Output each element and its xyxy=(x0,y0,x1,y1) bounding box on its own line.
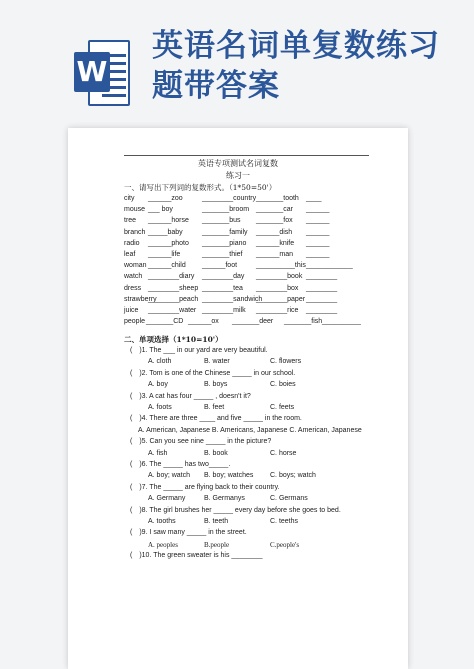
option-b: B. water xyxy=(204,358,230,366)
question-stem: ( )10. The green sweater is his ________ xyxy=(130,552,263,560)
word-cell: ________peach xyxy=(148,295,199,303)
word-row xyxy=(124,306,404,316)
word-cell: ________tea xyxy=(202,284,243,292)
word-cell: ________water xyxy=(148,307,197,314)
word-cell: _______deer xyxy=(232,318,274,326)
word-cell: ______knife xyxy=(256,239,295,247)
word-cell: _______bus xyxy=(202,217,241,225)
word-cell: mouse xyxy=(124,206,146,214)
word-cell: ________milk xyxy=(202,307,246,314)
option-c: C. boies xyxy=(270,381,296,389)
page-title: 英语名词单复数练习题带答案 xyxy=(152,28,440,104)
word-cell: city xyxy=(124,195,135,202)
word-cell: ______zoo xyxy=(148,195,183,202)
question-options xyxy=(148,471,388,481)
option-c: C. teeths xyxy=(270,518,299,525)
word-cell: _______car xyxy=(256,206,293,214)
question-options xyxy=(148,449,388,459)
word-cell: watch xyxy=(124,273,143,281)
word-cell: ______horse xyxy=(148,217,189,225)
word-cell: ________ xyxy=(306,273,338,281)
option-a: A. peoples xyxy=(148,540,178,549)
question-stem: ( )2. Tom is one of the Chinese _____ in our school. xyxy=(130,369,296,377)
word-cell: branch xyxy=(124,228,146,236)
word-row xyxy=(124,194,404,204)
banner xyxy=(0,0,474,120)
word-cell: ________sandwich xyxy=(202,295,263,303)
word-icon-badge: W xyxy=(74,52,110,92)
word-cell: juice xyxy=(124,307,139,314)
question-options xyxy=(148,380,388,390)
word-cell: _______piano xyxy=(202,239,247,247)
word-cell: ________box xyxy=(256,284,299,292)
option-a: A. foots xyxy=(148,404,172,411)
word-cell: ______ xyxy=(306,206,330,214)
word-row xyxy=(124,216,404,226)
header-rule xyxy=(124,155,369,156)
word-cell: _______tooth xyxy=(256,195,299,202)
word-cell: ______ xyxy=(306,228,330,236)
option-c: C. feets xyxy=(270,404,295,411)
word-cell: _______fish xyxy=(284,318,323,326)
word-row xyxy=(124,228,404,238)
word-cell: ________diary xyxy=(148,273,195,281)
word-row xyxy=(124,272,404,282)
word-cell: ____________ xyxy=(306,262,353,270)
word-cell: ________sheep xyxy=(148,284,199,292)
word-row xyxy=(124,295,404,305)
word-document-icon xyxy=(74,40,132,106)
question-options xyxy=(148,540,388,550)
question-stem: ( )6. The _____ has two_____. xyxy=(130,461,231,468)
word-cell: people xyxy=(124,318,146,326)
word-row xyxy=(124,317,404,327)
option-a: A. cloth xyxy=(148,358,172,366)
question-stem: ( )9. I saw many _____ in the street. xyxy=(130,529,247,537)
word-row xyxy=(124,239,404,249)
question-stem: ( )5. Can you see nine _____ in the picture? xyxy=(130,438,272,446)
option-c: C. boys; watch xyxy=(270,472,316,480)
option-c: C.people's xyxy=(270,540,300,549)
word-cell: ________ xyxy=(306,295,338,303)
word-cell: dress xyxy=(124,284,142,292)
word-row xyxy=(124,261,404,271)
word-cell: ________ xyxy=(306,307,338,314)
word-row xyxy=(124,205,404,215)
word-cell: _______broom xyxy=(202,206,250,214)
document-subtitle: 练习一 xyxy=(226,171,250,180)
document-page xyxy=(68,128,408,669)
question-options xyxy=(148,517,388,527)
word-cell: ______dish xyxy=(256,228,293,236)
section1-heading: 一、请写出下列词的复数形式。（1*50=50'） xyxy=(124,183,277,192)
option-a: A. fish xyxy=(148,449,168,457)
question-stem: ( )4. There are three ____ and five _____ in the room. xyxy=(130,415,302,423)
word-row xyxy=(124,284,404,294)
section2-heading: 二、单项选择（1*10=10'） xyxy=(124,335,223,344)
option-a: A. boy; watch xyxy=(148,472,191,480)
word-cell: ________ xyxy=(306,284,338,292)
question-stem: ( )8. The girl brushes her _____ every day before she goes to bed. xyxy=(130,506,341,514)
word-cell: ____ xyxy=(306,195,322,202)
question-options xyxy=(148,357,388,367)
word-row xyxy=(124,250,404,260)
question-options xyxy=(138,426,388,436)
word-cell: ______man xyxy=(256,251,293,258)
word-cell: ______child xyxy=(148,262,186,270)
word-cell: ______photo xyxy=(148,239,189,247)
word-cell: __________ xyxy=(322,318,361,326)
word-cell: ___ boy xyxy=(148,206,173,214)
word-cell: leaf xyxy=(124,251,136,258)
word-cell: _______fox xyxy=(256,217,293,225)
word-cell: _______CD xyxy=(146,318,184,326)
word-cell: ________country xyxy=(202,195,257,202)
word-cell: strawberry xyxy=(124,295,157,303)
option-a: A. Germany xyxy=(148,495,186,503)
option-b: B. feet xyxy=(204,404,225,411)
option-b: B. boys xyxy=(204,381,228,389)
word-cell: ______ox xyxy=(188,318,219,326)
question-stem: ( )3. A cat has four _____ , doesn't it? xyxy=(130,392,251,400)
word-cell: ______ xyxy=(306,217,330,225)
word-cell: _____baby xyxy=(148,228,183,236)
word-cell: ______life xyxy=(148,251,181,258)
question-stem: ( )7. The _____ are flying back to their country. xyxy=(130,483,280,491)
option-b: B. book xyxy=(204,449,228,457)
word-cell: ______foot xyxy=(202,262,238,270)
question-options xyxy=(148,494,388,504)
option-b: B.people xyxy=(204,540,230,549)
document-title: 英语专项测试名词复数 xyxy=(198,159,278,168)
word-cell: ______ xyxy=(306,239,330,247)
word-cell: radio xyxy=(124,239,140,247)
option-a: A. tooths xyxy=(148,518,176,525)
word-cell: _______thief xyxy=(202,251,243,258)
option-b: B. Germanys xyxy=(204,495,245,503)
word-cell: ________rice xyxy=(256,307,299,314)
question-stem: ( )1. The ___ in our yard are very beautiful. xyxy=(130,347,268,354)
word-cell: ________paper xyxy=(256,295,306,303)
option-c: C. flowers xyxy=(270,358,302,366)
option-b: B. teeth xyxy=(204,518,229,525)
word-cell: _______family xyxy=(202,228,248,236)
word-cell: woman xyxy=(124,262,147,270)
word-cell: ________day xyxy=(202,273,245,281)
option-c: C. Germans xyxy=(270,495,308,503)
word-cell: ______ xyxy=(306,251,330,258)
option-a: A. American, Japanese B. Americans, Japanese C. American, Japanese xyxy=(138,426,362,434)
option-c: C. horse xyxy=(270,449,297,457)
option-a: A. boy xyxy=(148,381,168,389)
option-b: B. boy; watches xyxy=(204,472,254,480)
word-cell: tree xyxy=(124,217,137,225)
word-cell: ________book xyxy=(256,273,303,281)
word-cell: __________this xyxy=(256,262,306,270)
question-options xyxy=(148,403,388,413)
